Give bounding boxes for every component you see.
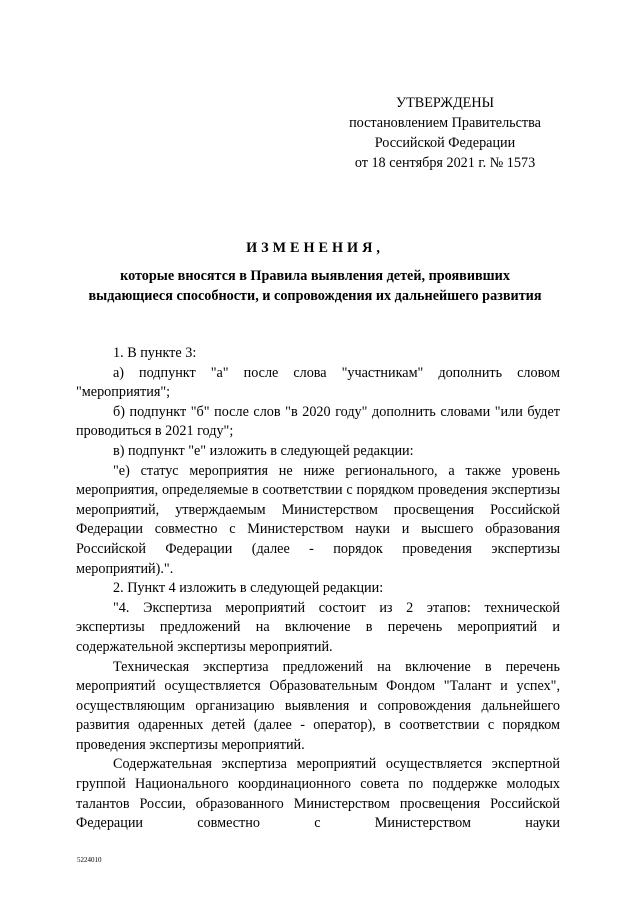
paragraph-new-subitem-e: "е) статус мероприятия не ниже регионального, а также уровень мероприятия, определяемые в соответствии с порядком проведения экспертизы мероприятий, утверждаемым Министерством просвещения Российской Федерации совместно с Министерством науки и высшего образования Российской Федерации (далее - порядок проведения экспертизы мероприятий).".	[76, 462, 560, 577]
approval-line-1: УТВЕРЖДЕНЫ	[396, 95, 494, 111]
subtitle-line-2: выдающиеся способности, и сопровождения их дальнейшего развития	[88, 288, 542, 304]
paragraph-item-1: 1. В пункте 3:	[113, 345, 197, 361]
approval-line-3: Российской Федерации	[374, 135, 516, 151]
paragraph-content-expertise: Содержательная экспертиза мероприятий осуществляется экспертной группой Национального координационного совета по поддержке молодых талантов России, образованного Министерством просвещения Российской Федерации совместно с Министерством науки	[76, 756, 560, 832]
document-subtitle	[70, 266, 560, 306]
paragraph-new-item-4: "4. Экспертиза мероприятий состоит из 2 этапов: технической экспертизы предложений на включение в перечень мероприятий и содержательной экспертизы мероприятий.	[76, 599, 560, 655]
approval-stamp	[330, 93, 560, 173]
paragraph-technical-expertise: Техническая экспертиза предложений на включение в перечень мероприятий осуществляется Образовательным Фондом "Талант и успех", осуществляющим организацию выявления и сопровождения дальнейшего развития одаренных детей (далее - оператор), в соответствии с порядком проведения экспертизы мероприятий.	[76, 658, 560, 753]
approval-line-4: от 18 сентября 2021 г. № 1573	[354, 155, 536, 171]
paragraph-subitem-b: б) подпункт "б" после слов "в 2020 году" дополнить словами "или будет проводиться в 2021 году";	[76, 403, 560, 440]
approval-line-2: постановлением Правительства	[349, 115, 541, 131]
footer-document-code: 5224010	[77, 856, 102, 864]
subtitle-line-1: которые вносятся в Правила выявления детей, проявивших	[120, 268, 510, 284]
paragraph-item-2: 2. Пункт 4 изложить в следующей редакции:	[113, 580, 384, 597]
paragraph-subitem-a: а) подпункт "а" после слова "участникам" дополнить словом "мероприятия";	[76, 364, 560, 401]
paragraph-subitem-v: в) подпункт "е" изложить в следующей редакции:	[113, 442, 414, 459]
document-title: ИЗМЕНЕНИЯ,	[246, 240, 384, 256]
document-body	[76, 344, 560, 834]
